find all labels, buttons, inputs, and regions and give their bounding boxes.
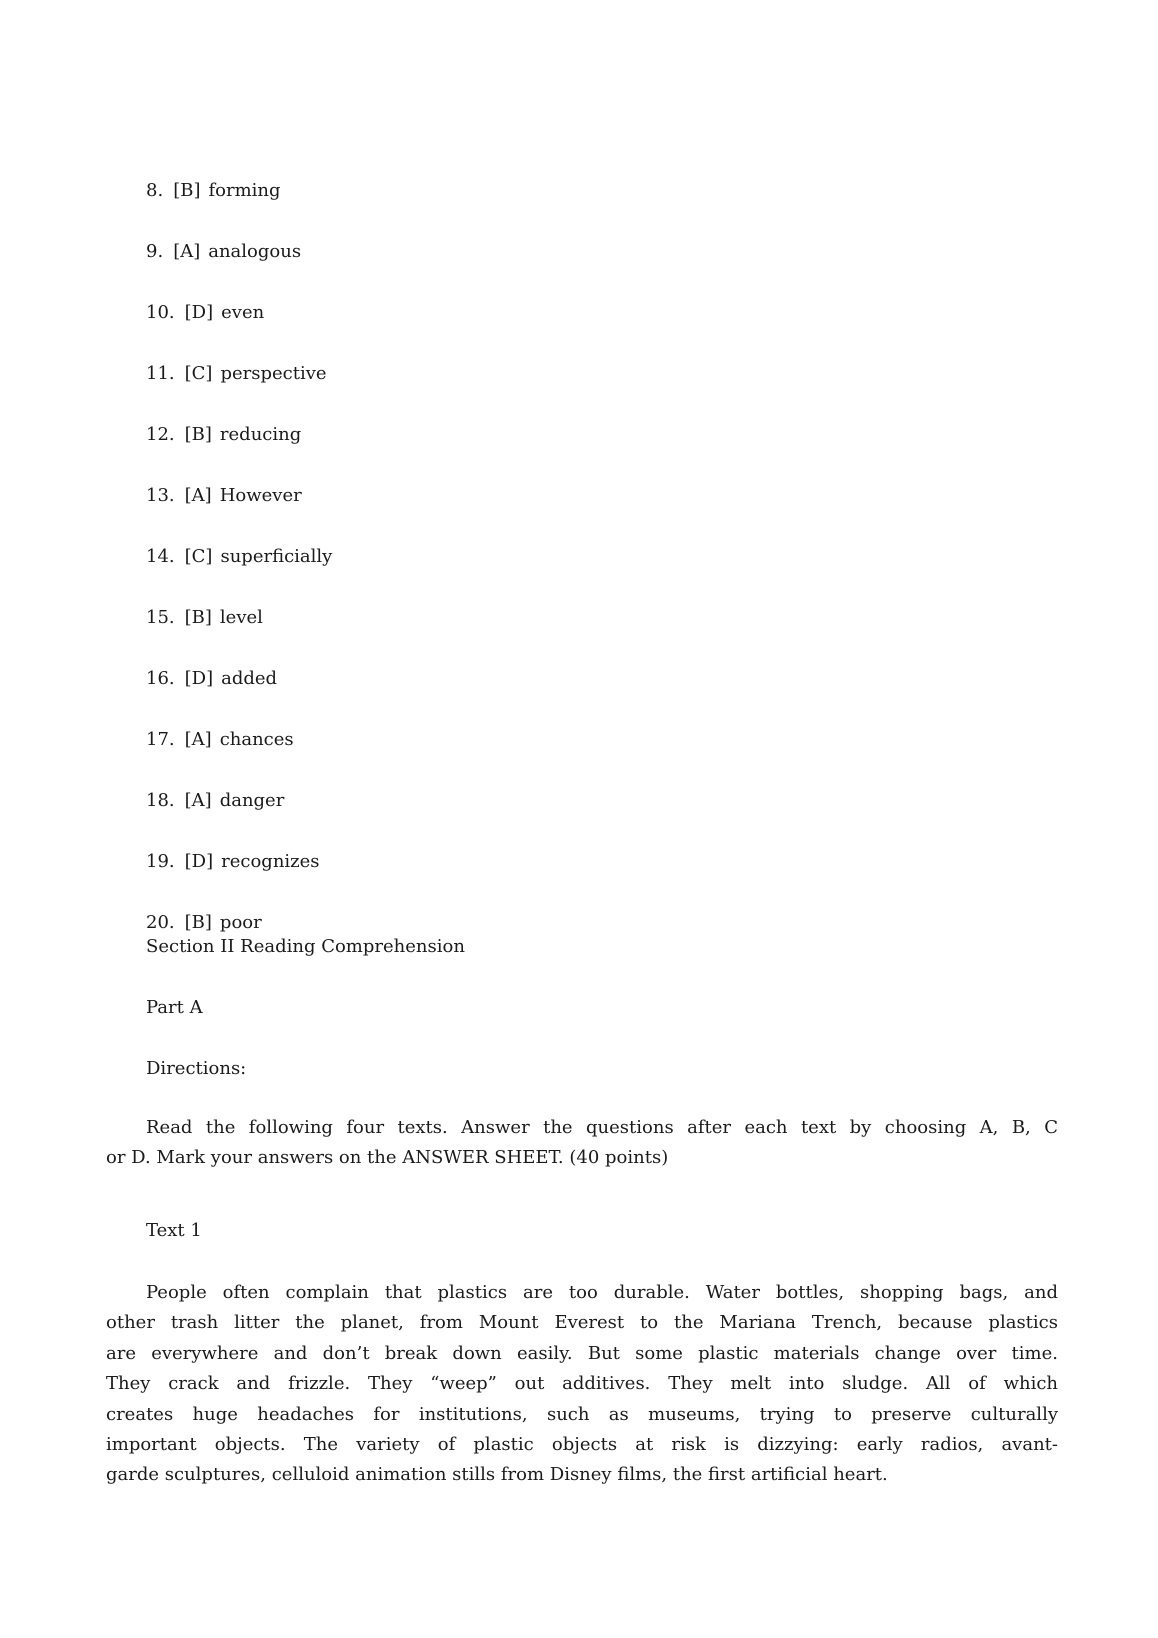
answer-number: 9. xyxy=(146,241,164,262)
directions-line: or D. Mark your answers on the ANSWER SHEET. (40 points) xyxy=(106,1147,669,1169)
answer-letter: [B] xyxy=(173,180,201,201)
text1-line: People often complain that plastics are too durable. Water bottles, shopping bags, and xyxy=(146,1282,1058,1303)
text1-paragraph xyxy=(106,1278,1058,1491)
text1-line: important objects. The variety of plastic objects at risk is dizzying: early radios, avant- xyxy=(106,1434,1058,1456)
answer-letter: [D] xyxy=(184,851,214,872)
answer-word: perspective xyxy=(220,363,327,384)
answer-word: reducing xyxy=(219,424,302,445)
answer-number: 19. xyxy=(146,851,175,872)
answer-letter: [A] xyxy=(184,729,212,750)
answer-letter: [A] xyxy=(184,485,212,506)
answer-word: level xyxy=(219,607,263,628)
directions-label: Directions: xyxy=(146,1058,247,1079)
answer-number: 8. xyxy=(146,180,164,201)
answer-letter: [B] xyxy=(184,424,212,445)
answer-letter: [A] xyxy=(173,241,201,262)
answer-item xyxy=(146,233,332,294)
answer-item xyxy=(146,477,332,538)
answer-key-list xyxy=(146,172,332,965)
answer-number: 12. xyxy=(146,424,175,445)
answer-item xyxy=(146,660,332,721)
answer-letter: [B] xyxy=(184,912,212,933)
answer-item xyxy=(146,538,332,599)
answer-letter: [C] xyxy=(184,546,213,567)
answer-item xyxy=(146,843,332,904)
directions-paragraph xyxy=(106,1113,1058,1174)
answer-word: added xyxy=(221,668,278,689)
answer-word: superficially xyxy=(220,546,333,567)
answer-number: 13. xyxy=(146,485,175,506)
answer-item xyxy=(146,294,332,355)
answer-word: poor xyxy=(219,912,262,933)
part-title: Part A xyxy=(146,997,203,1018)
answer-word: forming xyxy=(208,180,281,201)
answer-number: 10. xyxy=(146,302,175,323)
text1-line: garde sculptures, celluloid animation stills from Disney films, the first artificial heart. xyxy=(106,1464,888,1486)
answer-number: 18. xyxy=(146,790,175,811)
answer-word: However xyxy=(219,485,302,506)
answer-number: 14. xyxy=(146,546,175,567)
answer-letter: [C] xyxy=(184,363,213,384)
answer-number: 11. xyxy=(146,363,175,384)
answer-number: 15. xyxy=(146,607,175,628)
answer-letter: [A] xyxy=(184,790,212,811)
answer-item xyxy=(146,416,332,477)
directions-line: Read the following four texts. Answer the questions after each text by choosing A, B, C xyxy=(146,1117,1058,1138)
section-title: Section II Reading Comprehension xyxy=(146,936,465,957)
answer-word: analogous xyxy=(208,241,302,262)
answer-item xyxy=(146,172,332,233)
answer-item xyxy=(146,721,332,782)
answer-number: 20. xyxy=(146,912,175,933)
text1-line: other trash litter the planet, from Mount Everest to the Mariana Trench, because plastics xyxy=(106,1312,1058,1334)
text1-line: creates huge headaches for institutions, such as museums, trying to preserve culturally xyxy=(106,1403,1058,1425)
answer-word: chances xyxy=(219,729,294,750)
answer-item xyxy=(146,355,332,416)
answer-number: 17. xyxy=(146,729,175,750)
answer-word: even xyxy=(221,302,265,323)
answer-item xyxy=(146,782,332,843)
text1-line: are everywhere and don’t break down easily. But some plastic materials change over time. xyxy=(106,1342,1058,1364)
answer-word: danger xyxy=(219,790,285,811)
text-label: Text 1 xyxy=(146,1220,202,1241)
text1-line: They crack and frizzle. They “weep” out additives. They melt into sludge. All of which xyxy=(106,1373,1058,1395)
answer-word: recognizes xyxy=(221,851,320,872)
answer-letter: [B] xyxy=(184,607,212,628)
answer-letter: [D] xyxy=(184,302,214,323)
answer-item xyxy=(146,599,332,660)
answer-letter: [D] xyxy=(184,668,214,689)
answer-number: 16. xyxy=(146,668,175,689)
